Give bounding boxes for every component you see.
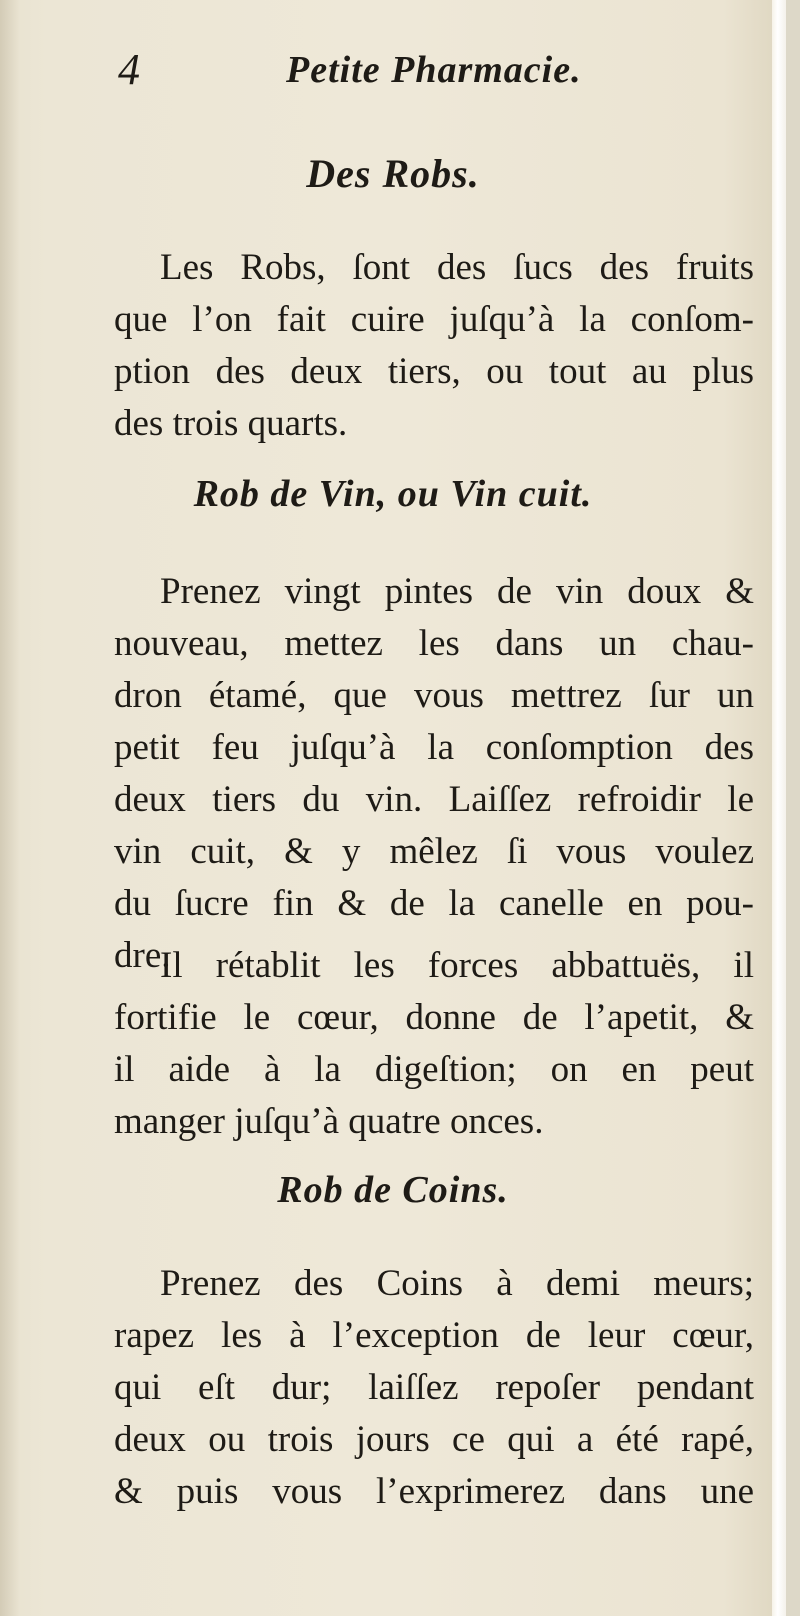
text-line: Il rétablit les forces abbattuës, il (160, 945, 754, 986)
section-heading-rob-de-coins: Rob de Coins. (277, 1169, 509, 1211)
section-heading-robs: Des Robs. (306, 151, 480, 196)
text-line: deux tiers du vin. Laiſſez refroidir le (114, 779, 754, 820)
gutter-shadow (0, 0, 20, 1616)
paragraph-rob-de-vin-virtues (114, 940, 754, 1148)
text-line: il aide à la digeſtion; on en peut (114, 1049, 754, 1090)
text-line: petit feu juſqu’à la conſomption des (114, 727, 754, 768)
text-line: nouveau, mettez les dans un chau- (114, 623, 754, 664)
text-line: vin cuit, & y mêlez ſi vous voulez (114, 831, 754, 872)
page-number: 4 (118, 45, 140, 94)
section-heading-rob-de-vin: Rob de Vin, ou Vin cuit. (193, 473, 593, 515)
text-line: rapez les à l’exception de leur cœur, (114, 1315, 754, 1356)
text-line: manger juſqu’à quatre onces. (114, 1101, 544, 1142)
text-line: dron étamé, que vous mettrez ſur un (114, 675, 754, 716)
text-line: dre. (114, 935, 171, 976)
page-edge (772, 0, 786, 1616)
running-header (118, 44, 678, 104)
text-line: Les Robs, ſont des ſucs des fruits (160, 247, 754, 288)
text-line: ption des deux tiers, ou tout au plus (114, 351, 754, 392)
paragraph-rob-de-coins (114, 1258, 754, 1518)
running-title: Petite Pharmacie. (286, 49, 582, 91)
text-line: Prenez des Coins à demi meurs; (160, 1263, 754, 1304)
text-line: des trois quarts. (114, 403, 348, 444)
paragraph-robs (114, 242, 754, 450)
text-line: Prenez vingt pintes de vin doux & (160, 571, 754, 612)
text-line: qui eſt dur; laiſſez repoſer pendant (114, 1367, 754, 1408)
text-line: fortifie le cœur, donne de l’apetit, & (114, 997, 754, 1038)
text-line: du ſucre fin & de la canelle en pou- (114, 883, 754, 924)
text-line: que l’on fait cuire juſqu’à la conſom- (114, 299, 754, 340)
text-line: & puis vous l’exprimerez dans une (114, 1471, 754, 1512)
text-line: deux ou trois jours ce qui a été rapé, (114, 1419, 754, 1460)
paragraph-rob-de-vin (114, 566, 754, 982)
